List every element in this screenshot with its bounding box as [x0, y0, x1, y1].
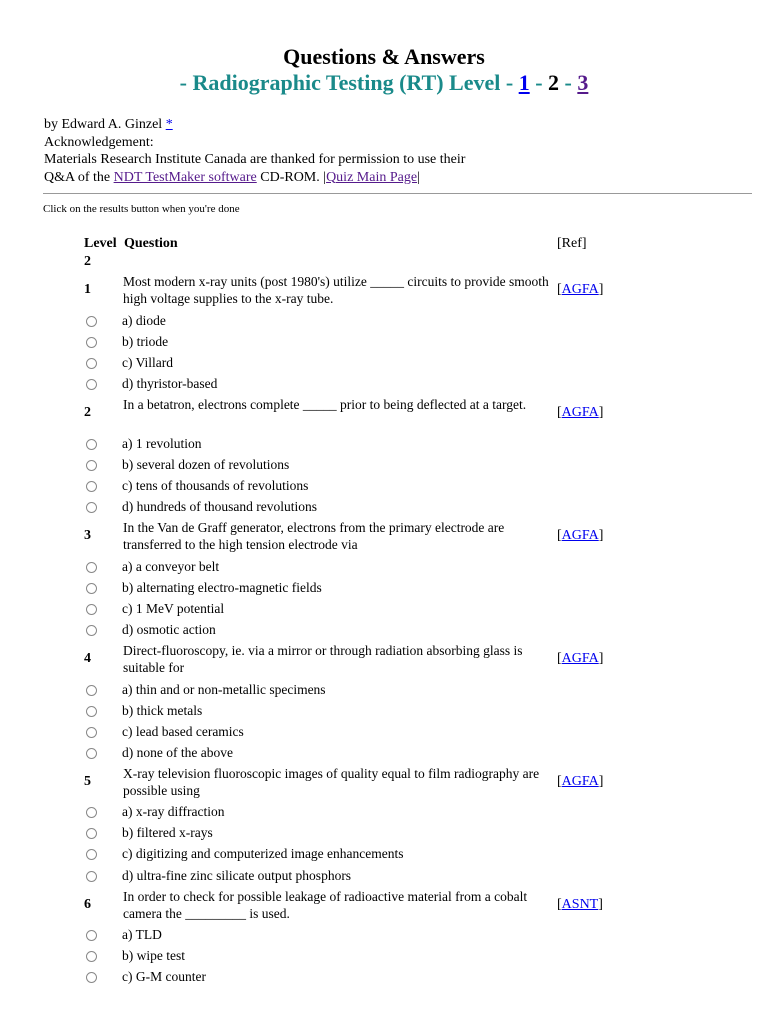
ref-link[interactable]: AGFA — [561, 282, 599, 297]
author-line — [44, 116, 465, 134]
question-text: Most modern x-ray units (post 1980's) utilize _____ circuits to provide smooth high voltage supplies to the x-ray tube. — [123, 274, 549, 306]
answer-label: c) Villard — [122, 355, 174, 370]
answer-label: b) wipe test — [122, 948, 185, 963]
question-number: 3 — [84, 528, 91, 543]
radio-button[interactable] — [86, 849, 97, 860]
question-number: 2 — [84, 405, 91, 420]
radio-button[interactable] — [86, 316, 97, 327]
radio-button[interactable] — [86, 481, 97, 492]
answer-option[interactable] — [86, 926, 162, 944]
radio-button[interactable] — [86, 871, 97, 882]
radio-button[interactable] — [86, 583, 97, 594]
author-link[interactable]: * — [165, 117, 173, 132]
answer-option[interactable] — [86, 477, 308, 495]
answer-option[interactable] — [86, 968, 206, 986]
ref-bracket-close: ] — [598, 282, 604, 297]
radio-button[interactable] — [86, 727, 97, 738]
answer-option[interactable] — [86, 354, 173, 372]
ref-bracket-open: [ — [557, 897, 562, 912]
intro-block — [44, 116, 465, 186]
header-question: Question — [124, 236, 178, 251]
answer-option[interactable] — [86, 558, 219, 576]
question-number: 1 — [84, 282, 91, 297]
ref-bracket-close: ] — [598, 528, 604, 543]
radio-button[interactable] — [86, 951, 97, 962]
ref-bracket-open: [ — [557, 774, 562, 789]
ref-link[interactable]: AGFA — [561, 774, 599, 789]
answer-label: a) a conveyor belt — [122, 559, 220, 574]
ref-bracket-open: [ — [557, 405, 562, 420]
source-pre: Q&A of the — [44, 169, 114, 185]
ref-bracket-open: [ — [557, 528, 562, 543]
subtitle-prefix: - — [179, 70, 193, 95]
subtitle-sep-3: - — [559, 70, 578, 95]
testmaker-link[interactable]: NDT TestMaker software — [113, 169, 257, 185]
answer-label: a) x-ray diffraction — [122, 804, 225, 819]
question-ref — [557, 897, 603, 913]
answer-label: d) thyristor-based — [122, 376, 218, 391]
source-line — [44, 169, 465, 187]
current-page: 2 — [548, 70, 560, 95]
acknowledgement-heading: Acknowledgement: — [44, 134, 154, 150]
answer-label: a) 1 revolution — [122, 436, 202, 451]
acknowledgement-text: Materials Research Institute Canada are thanked for permission to use their — [44, 152, 466, 167]
radio-button[interactable] — [86, 685, 97, 696]
author-text: by Edward A. Ginzel — [44, 117, 166, 132]
answer-option[interactable] — [86, 803, 224, 821]
quiz-main-page-link[interactable]: Quiz Main Page — [326, 169, 418, 185]
question-ref — [557, 774, 603, 790]
page-subtitle — [0, 70, 768, 96]
question-text: In a betatron, electrons complete _____ prior to being deflected at a target. — [123, 397, 527, 412]
answer-label: d) hundreds of thousand revolutions — [122, 499, 317, 514]
radio-button[interactable] — [86, 748, 97, 759]
answer-label: d) osmotic action — [122, 622, 216, 637]
radio-button[interactable] — [86, 604, 97, 615]
radio-button[interactable] — [86, 502, 97, 513]
answer-label: c) digitizing and computerized image enhancements — [122, 846, 404, 861]
answer-label: d) none of the above — [122, 745, 233, 760]
answer-label: d) ultra-fine zinc silicate output phosphors — [122, 868, 352, 883]
answer-label: a) TLD — [122, 927, 162, 942]
answer-label: c) tens of thousands of revolutions — [122, 478, 309, 493]
answer-option[interactable] — [86, 744, 233, 762]
ref-bracket-close: ] — [598, 405, 604, 420]
page-3-link[interactable]: 3 — [577, 70, 589, 95]
question-text: In order to check for possible leakage of radioactive material from a cobalt camera the _________ is used. — [123, 889, 528, 921]
question-ref — [557, 282, 603, 298]
radio-button[interactable] — [86, 460, 97, 471]
ref-link[interactable]: ASNT — [561, 897, 599, 912]
answer-label: c) lead based ceramics — [122, 724, 244, 739]
answer-option[interactable] — [86, 824, 213, 842]
answer-label: b) filtered x-rays — [122, 825, 213, 840]
question-number: 5 — [84, 774, 91, 789]
ref-bracket-close: ] — [598, 774, 604, 789]
answer-option[interactable] — [86, 375, 217, 393]
answer-option[interactable] — [86, 681, 326, 699]
question-text: In the Van de Graff generator, electrons from the primary electrode are transferred to the high tension electrode via — [123, 520, 505, 552]
answer-label: a) diode — [122, 313, 166, 328]
question-number: 4 — [84, 651, 91, 666]
radio-button[interactable] — [86, 379, 97, 390]
answer-option[interactable] — [86, 579, 322, 597]
ref-bracket-close: ] — [598, 651, 604, 666]
radio-button[interactable] — [86, 972, 97, 983]
page-title: Questions & Answers — [283, 44, 485, 69]
radio-button[interactable] — [86, 562, 97, 573]
radio-button[interactable] — [86, 439, 97, 450]
answer-option[interactable] — [86, 600, 224, 618]
answer-option[interactable] — [86, 867, 351, 885]
subtitle-sep-2: - — [529, 70, 549, 95]
answer-option[interactable] — [86, 435, 201, 453]
subtitle-sep-1: - — [500, 70, 519, 95]
question-ref — [557, 405, 603, 421]
source-end: | — [417, 169, 420, 185]
answer-option[interactable] — [86, 333, 168, 351]
answer-option[interactable] — [86, 845, 404, 863]
header-ref: [Ref] — [557, 236, 587, 251]
question-text: X-ray television fluoroscopic images of quality equal to film radiography are possible using — [123, 766, 540, 798]
ref-bracket-open: [ — [557, 651, 562, 666]
radio-button[interactable] — [86, 828, 97, 839]
instruction-text: Click on the results button when you're done — [43, 203, 240, 215]
answer-option[interactable] — [86, 498, 317, 516]
question-ref — [557, 651, 603, 667]
answer-option[interactable] — [86, 702, 202, 720]
radio-button[interactable] — [86, 625, 97, 636]
radio-button[interactable] — [86, 706, 97, 717]
answer-option[interactable] — [86, 456, 289, 474]
answer-label: b) alternating electro-magnetic fields — [122, 580, 322, 595]
answer-label: b) several dozen of revolutions — [122, 457, 290, 472]
answer-label: b) triode — [122, 334, 169, 349]
answer-option[interactable] — [86, 947, 185, 965]
answer-option[interactable] — [86, 312, 166, 330]
answer-label: c) G-M counter — [122, 969, 206, 984]
answer-label: b) thick metals — [122, 703, 203, 718]
ref-link[interactable]: AGFA — [561, 651, 599, 666]
ref-bracket-open: [ — [557, 282, 562, 297]
answer-label: a) thin and or non-metallic specimens — [122, 682, 326, 697]
ref-link[interactable]: AGFA — [561, 528, 599, 543]
answer-option[interactable] — [86, 723, 244, 741]
ref-link[interactable]: AGFA — [561, 405, 599, 420]
divider — [43, 193, 752, 194]
ref-bracket-close: ] — [598, 897, 603, 912]
radio-button[interactable] — [86, 337, 97, 348]
radio-button[interactable] — [86, 807, 97, 818]
radio-button[interactable] — [86, 930, 97, 941]
page-1-link[interactable]: 1 — [518, 70, 530, 95]
source-mid: CD-ROM. | — [256, 169, 327, 185]
question-ref — [557, 528, 603, 544]
answer-label: c) 1 MeV potential — [122, 601, 225, 616]
radio-button[interactable] — [86, 358, 97, 369]
header-level-value: 2 — [84, 254, 91, 269]
subtitle-subject: Radiographic Testing (RT) Level — [192, 70, 501, 95]
answer-option[interactable] — [86, 621, 216, 639]
question-number: 6 — [84, 897, 91, 912]
header-level: Level — [84, 236, 117, 251]
question-text: Direct-fluoroscopy, ie. via a mirror or through radiation absorbing glass is suitable for — [123, 643, 523, 675]
